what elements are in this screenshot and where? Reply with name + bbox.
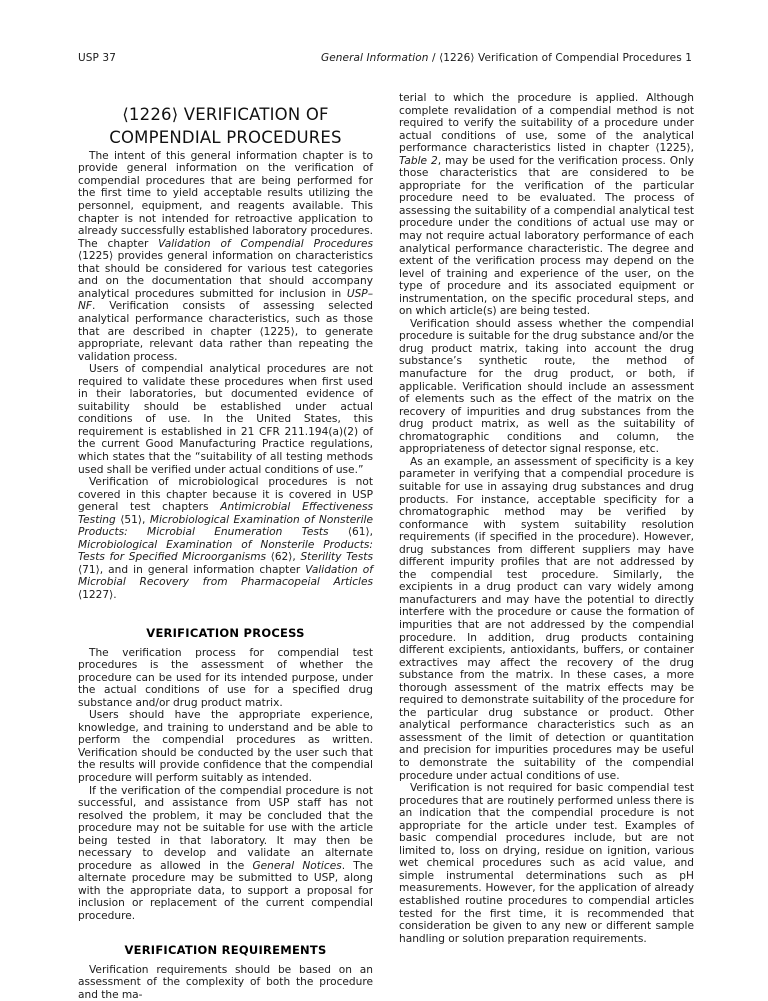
paragraph: terial to which the procedure is applied. Although complete revalidation of a compendial method is not required to verify the suitability of a procedure under actual conditions of use, some of the analytical performance characteristics listed in chapter ⟨1225⟩, Table 2, may be used for the verification process. Only those characteristics that are considered to be appropriate for the verification of the particular procedure need to be evaluated. The process of assessing the suitability of a compendial analytical test procedure under the conditions of actual use may or may not require actual laboratory performance of each analytical performance characteristic. The degree and extent of the verification process may depend on the level of training and experience of the user, on the type of procedure and its associated equipment or instrumentation, on the specific procedural steps, and on which article(s) are being tested. <box>399 92 695 318</box>
running-head-right <box>321 52 692 64</box>
paragraph: Verification requirements should be based on an assessment of the complexity of both the procedure and the ma- <box>78 963 373 1001</box>
running-head-left: USP 37 <box>78 52 116 64</box>
running-head-section: General Information <box>320 52 429 64</box>
running-head <box>78 52 692 64</box>
paragraph: If the verification of the compendial procedure is not successful, and assistance from USP staff has not resolved the problem, it may be concluded that the procedure may not be suitable for use with the article being tested in that laboratory. It may then be necessary to develop and validate an alternate procedure as allowed in the General Notices. The alternate procedure may be submitted to USP, along with the appropriate data, to support a proposal for inclusion or replacement of the current compendial procedure. <box>78 784 373 923</box>
paragraph: Users should have the appropriate experience, knowledge, and training to understand and be able to perform the compendial procedures as written. Verification should be conducted by the user such that the results will provide confidence that the compendial procedure will perform suitably as intended. <box>78 709 373 784</box>
body-columns <box>78 92 695 1001</box>
paragraph: The verification process for compendial test procedures is the assessment of whether the procedure can be used for its intended purpose, under the actual conditions of use for a specified drug substance and/or drug product matrix. <box>78 646 373 709</box>
chapter-title-line-1: ⟨1226⟩ VERIFICATION OF <box>122 105 329 124</box>
running-head-chapter: / ⟨1226⟩ Verification of Compendial Procedures 1 <box>428 52 692 64</box>
paragraph: The intent of this general information chapter is to provide general information on the verification of compendial procedures that are being performed for the first time to yield acceptable results utilizing the personnel, equipment, and reagents available. This chapter is not intended for retroactive application to already successfully established laboratory procedures. The chapter Validation of Compendial Procedures ⟨1225⟩ provides general information on characteristics that should be considered for various test categories and on the documentation that should accompany analytical procedures submitted for inclusion in USP–NF. Verification consists of assessing selected analytical performance characteristics, such as those that are described in chapter ⟨1225⟩, to generate appropriate, relevant data rather than repeating the validation process. <box>78 149 373 363</box>
paragraph: As an example, an assessment of specificity is a key parameter in verifying that a compendial procedure is suitable for use in assaying drug substances and drug products. For instance, acceptable specificity for a chromatographic method may be verified by conformance with system suitability resolution requirements (if specified in the procedure). However, drug substances from different suppliers may have different impurity profiles that are not addressed by the compendial test procedure. Similarly, the excipients in a drug product can vary widely among manufacturers and may have the potential to directly interfere with the procedure or cause the formation of impurities that are not addressed by the compendial procedure. In addition, drug products containing different excipients, antioxidants, buffers, or container extractives may affect the recovery of the drug substance from the matrix. In these cases, a more thorough assessment of the matrix effects may be required to demonstrate suitability of the procedure for the particular drug substance or product. Other analytical performance characteristics such as an assessment of the limit of detection or quantitation and precision for impurities procedures may be useful to demonstrate the suitability of the compendial procedure under actual conditions of use. <box>399 455 694 782</box>
left-column <box>78 92 373 1001</box>
chapter-title-line-2: COMPENDIAL PROCEDURES <box>109 128 342 148</box>
paragraph: Verification of microbiological procedures is not covered in this chapter because it is covered in USP general test chapters Antimicrobial Effectiveness Testing ⟨51⟩, Microbiological Examination of Nonsterile Products: Microbial Enumeration Tests ⟨61⟩, Microbiological Examination of Nonsterile Products: Tests for Specified Microorganisms ⟨62⟩, Sterility Tests ⟨71⟩, and in general information chapter Validation of Microbial Recovery from Pharmacopeial Articles ⟨1227⟩. <box>78 476 373 601</box>
section-heading-verification-process: VERIFICATION PROCESS <box>146 625 305 640</box>
page-title <box>78 103 373 150</box>
paragraph: Verification is not required for basic compendial test procedures that are routinely performed unless there is an indication that the compendial procedure is not appropriate for the article under test. Examples of basic compendial procedures include, but are not limited to, loss on drying, residue on ignition, various wet chemical procedures such as acid value, and simple instrumental determinations such as pH measurements. However, for the application of already established routine procedures to compendial articles tested for the first time, it is recommended that consideration be given to any new or different sample handling or solution preparation requirements. <box>399 782 694 945</box>
paragraph: Users of compendial analytical procedures are not required to validate these procedures when first used in their laboratories, but documented evidence of suitability should be established under actual conditions of use. In the United States, this requirement is established in 21 CFR 211.194(a)(2) of the current Good Manufacturing Practice regulations, which states that the “suitability of all testing methods used shall be verified under actual conditions of use.” <box>78 363 373 476</box>
section-heading-verification-requirements: VERIFICATION REQUIREMENTS <box>124 942 327 957</box>
paragraph: Verification should assess whether the compendial procedure is suitable for the drug substance and/or the drug product matrix, taking into account the drug substance’s synthetic route, the method of manufacture for the drug product, or both, if applicable. Verification should include an assessment of elements such as the effect of the matrix on the recovery of impurities and drug substances from the drug product matrix, as well as the suitability of chromatographic conditions and column, the appropriateness of detector signal response, etc. <box>399 317 694 456</box>
right-column <box>399 92 694 962</box>
